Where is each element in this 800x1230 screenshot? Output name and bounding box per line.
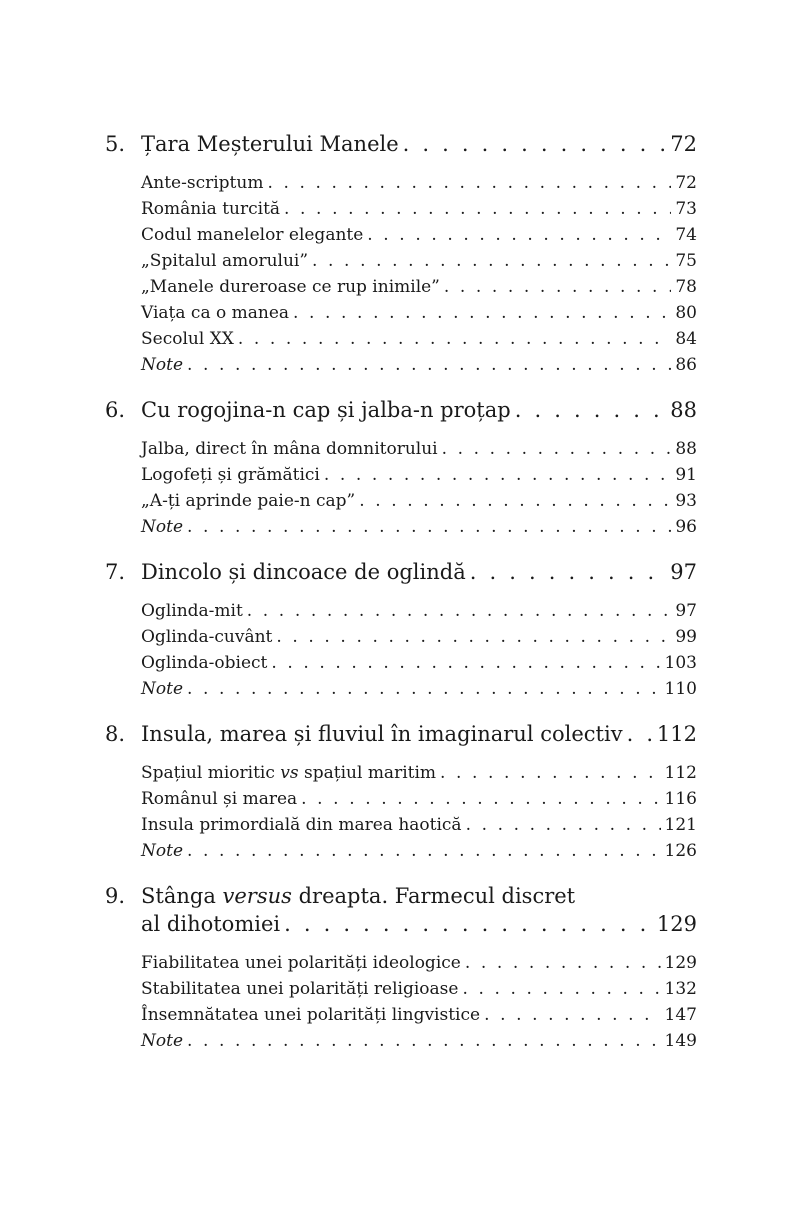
title-fragment: Ante-scriptum bbox=[141, 173, 264, 193]
section-entry bbox=[141, 488, 697, 514]
dot-leader bbox=[284, 196, 671, 222]
page-number: 78 bbox=[675, 277, 697, 297]
page-number: 91 bbox=[675, 465, 697, 485]
dot-leader bbox=[359, 488, 671, 514]
title-fragment: Fiabilitatea unei polarități ideologice bbox=[141, 953, 461, 973]
entry-title bbox=[141, 624, 272, 650]
chapter-number: 5. bbox=[105, 132, 126, 156]
title-fragment: Note bbox=[141, 1031, 184, 1051]
entry-title bbox=[141, 196, 280, 222]
chapter-title-block bbox=[141, 558, 697, 586]
page-number: 99 bbox=[675, 627, 697, 647]
page-number: 80 bbox=[675, 303, 697, 323]
dot-leader bbox=[324, 462, 672, 488]
page-number: 126 bbox=[664, 841, 697, 861]
page-number: 73 bbox=[675, 199, 697, 219]
entry-title bbox=[141, 326, 234, 352]
entry-title bbox=[141, 812, 462, 838]
page-number: 112 bbox=[656, 722, 697, 746]
title-fragment: Insula, marea și fluviul în imaginarul colectiv bbox=[141, 722, 623, 746]
page-number: 86 bbox=[675, 355, 697, 375]
page-number: 112 bbox=[664, 763, 697, 783]
page-number: 132 bbox=[664, 979, 697, 999]
entry-title bbox=[141, 838, 183, 864]
entry-title bbox=[141, 462, 320, 488]
entry-title bbox=[141, 558, 466, 586]
dot-leader bbox=[440, 760, 661, 786]
chapter-title-line bbox=[141, 558, 697, 586]
title-fragment: Oglinda-cuvânt bbox=[141, 627, 273, 647]
chapter-heading bbox=[105, 882, 697, 938]
entry-title bbox=[141, 514, 183, 540]
title-fragment: vs bbox=[280, 763, 299, 783]
section-entry bbox=[141, 812, 697, 838]
page-number: 116 bbox=[664, 789, 697, 809]
title-fragment: Spațiul mioritic bbox=[141, 763, 281, 783]
chapter-entry bbox=[105, 558, 697, 702]
dot-leader bbox=[187, 676, 661, 702]
page-number: 147 bbox=[664, 1005, 697, 1025]
dot-leader bbox=[293, 300, 671, 326]
page-number: 110 bbox=[664, 679, 697, 699]
dot-leader bbox=[247, 598, 672, 624]
dot-leader bbox=[312, 248, 671, 274]
title-fragment: Stânga bbox=[141, 884, 223, 908]
title-fragment: Secolul XX bbox=[141, 329, 234, 349]
chapter-heading bbox=[105, 130, 697, 158]
page-number: 74 bbox=[675, 225, 697, 245]
dot-leader bbox=[465, 950, 661, 976]
chapter-entry bbox=[105, 130, 697, 378]
title-fragment: „A-ți aprinde paie-n cap” bbox=[141, 491, 356, 511]
section-entry bbox=[141, 222, 697, 248]
section-entry bbox=[141, 248, 697, 274]
section-entry bbox=[141, 462, 697, 488]
section-entry bbox=[141, 624, 697, 650]
entry-title bbox=[141, 352, 183, 378]
entry-title bbox=[141, 170, 263, 196]
page-number: 97 bbox=[675, 601, 697, 621]
section-entry bbox=[141, 1028, 697, 1054]
title-fragment: Oglinda-obiect bbox=[141, 653, 268, 673]
dot-leader bbox=[276, 624, 671, 650]
chapter-title-line bbox=[141, 396, 697, 424]
dot-leader bbox=[187, 838, 661, 864]
entry-title bbox=[141, 676, 183, 702]
chapter-entry bbox=[105, 396, 697, 540]
chapter-title-block bbox=[141, 396, 697, 424]
section-list bbox=[141, 436, 697, 540]
page-number: 129 bbox=[664, 953, 697, 973]
section-entry bbox=[141, 760, 697, 786]
title-fragment: Însemnătatea unei polarități lingvistice bbox=[141, 1005, 481, 1025]
chapter-entry bbox=[105, 720, 697, 864]
entry-title bbox=[141, 436, 438, 462]
section-list bbox=[141, 170, 697, 378]
title-fragment: al dihotomiei bbox=[141, 912, 281, 936]
entry-title bbox=[141, 910, 280, 938]
chapter-title-line bbox=[141, 130, 697, 158]
section-entry bbox=[141, 196, 697, 222]
page-number: 129 bbox=[656, 912, 697, 936]
page-number: 75 bbox=[675, 251, 697, 271]
section-entry bbox=[141, 170, 697, 196]
entry-title bbox=[141, 1002, 480, 1028]
title-fragment: dreapta. Farmecul discret bbox=[291, 884, 576, 908]
entry-title bbox=[141, 130, 399, 158]
section-list bbox=[141, 598, 697, 702]
chapter-heading bbox=[105, 558, 697, 586]
entry-title bbox=[141, 274, 440, 300]
section-entry bbox=[141, 676, 697, 702]
dot-leader bbox=[271, 650, 660, 676]
entry-title bbox=[141, 786, 297, 812]
entry-title bbox=[141, 300, 289, 326]
section-list bbox=[141, 760, 697, 864]
title-fragment: Jalba, direct în mâna domnitorului bbox=[141, 439, 438, 459]
entry-title bbox=[141, 976, 458, 1002]
title-fragment: Note bbox=[141, 679, 184, 699]
dot-leader bbox=[444, 274, 671, 300]
page-number: 93 bbox=[675, 491, 697, 511]
entry-title bbox=[141, 760, 436, 786]
dot-leader bbox=[187, 514, 671, 540]
title-fragment: Note bbox=[141, 841, 184, 861]
title-fragment: Oglinda-mit bbox=[141, 601, 243, 621]
entry-title bbox=[141, 396, 511, 424]
dot-leader bbox=[627, 720, 653, 748]
chapter-title-block bbox=[141, 882, 697, 938]
section-entry bbox=[141, 274, 697, 300]
chapter-title-line bbox=[141, 720, 697, 748]
table-of-contents bbox=[105, 130, 697, 1072]
section-entry bbox=[141, 838, 697, 864]
dot-leader bbox=[466, 812, 661, 838]
dot-leader bbox=[284, 910, 653, 938]
chapter-title-block bbox=[141, 130, 697, 158]
entry-title bbox=[141, 1028, 183, 1054]
page-number: 121 bbox=[664, 815, 697, 835]
title-fragment: Cu rogojina-n cap și jalba-n proțap bbox=[141, 398, 511, 422]
dot-leader bbox=[462, 976, 660, 1002]
title-fragment: Logofeți și grămătici bbox=[141, 465, 320, 485]
chapter-title-line bbox=[141, 910, 697, 938]
page-number: 103 bbox=[664, 653, 697, 673]
section-entry bbox=[141, 650, 697, 676]
section-entry bbox=[141, 598, 697, 624]
chapter-title-block bbox=[141, 720, 697, 748]
chapter-number: 8. bbox=[105, 722, 126, 746]
dot-leader bbox=[442, 436, 672, 462]
chapter-heading bbox=[105, 720, 697, 748]
dot-leader bbox=[238, 326, 671, 352]
dot-leader bbox=[515, 396, 667, 424]
title-fragment: Note bbox=[141, 517, 184, 537]
title-fragment: Stabilitatea unei polarități religioase bbox=[141, 979, 459, 999]
title-fragment: România turcită bbox=[141, 199, 281, 219]
title-fragment: „Manele dureroase ce rup inimile” bbox=[141, 277, 440, 297]
title-fragment: Viața ca o manea bbox=[141, 303, 290, 323]
section-entry bbox=[141, 1002, 697, 1028]
entry-title bbox=[141, 720, 623, 748]
title-fragment: Insula primordială din marea haotică bbox=[141, 815, 462, 835]
title-fragment: versus bbox=[222, 884, 292, 908]
section-list bbox=[141, 950, 697, 1054]
chapter-number: 9. bbox=[105, 884, 126, 908]
page-number: 96 bbox=[675, 517, 697, 537]
chapter-number: 7. bbox=[105, 560, 126, 584]
section-entry bbox=[141, 300, 697, 326]
dot-leader bbox=[470, 558, 667, 586]
page-number: 88 bbox=[670, 398, 697, 422]
section-entry bbox=[141, 326, 697, 352]
title-fragment: Dincolo și dincoace de oglindă bbox=[141, 560, 466, 584]
page-number: 97 bbox=[670, 560, 697, 584]
dot-leader bbox=[301, 786, 660, 812]
page-number: 88 bbox=[675, 439, 697, 459]
dot-leader bbox=[403, 130, 667, 158]
title-fragment: Țara Meșterului Manele bbox=[141, 132, 399, 156]
page-number: 84 bbox=[675, 329, 697, 349]
entry-title bbox=[141, 248, 308, 274]
dot-leader bbox=[367, 222, 671, 248]
title-fragment: „Spitalul amorului” bbox=[141, 251, 309, 271]
entry-title bbox=[141, 650, 267, 676]
dot-leader bbox=[187, 1028, 661, 1054]
dot-leader bbox=[484, 1002, 660, 1028]
page-number: 72 bbox=[675, 173, 697, 193]
entry-title bbox=[141, 598, 243, 624]
section-entry bbox=[141, 950, 697, 976]
section-entry bbox=[141, 436, 697, 462]
title-fragment: Românul și marea bbox=[141, 789, 298, 809]
entry-title bbox=[141, 488, 355, 514]
section-entry bbox=[141, 352, 697, 378]
title-fragment: Codul manelelor elegante bbox=[141, 225, 364, 245]
chapter-number: 6. bbox=[105, 398, 126, 422]
dot-leader bbox=[267, 170, 671, 196]
page-number: 72 bbox=[670, 132, 697, 156]
chapter-heading bbox=[105, 396, 697, 424]
title-fragment: Note bbox=[141, 355, 184, 375]
title-fragment: spațiul maritim bbox=[298, 763, 437, 783]
section-entry bbox=[141, 786, 697, 812]
section-entry bbox=[141, 976, 697, 1002]
page-number: 149 bbox=[664, 1031, 697, 1051]
dot-leader bbox=[187, 352, 671, 378]
chapter-title-line bbox=[141, 882, 697, 910]
section-entry bbox=[141, 514, 697, 540]
chapter-entry bbox=[105, 882, 697, 1054]
entry-title bbox=[141, 222, 363, 248]
entry-title bbox=[141, 950, 461, 976]
